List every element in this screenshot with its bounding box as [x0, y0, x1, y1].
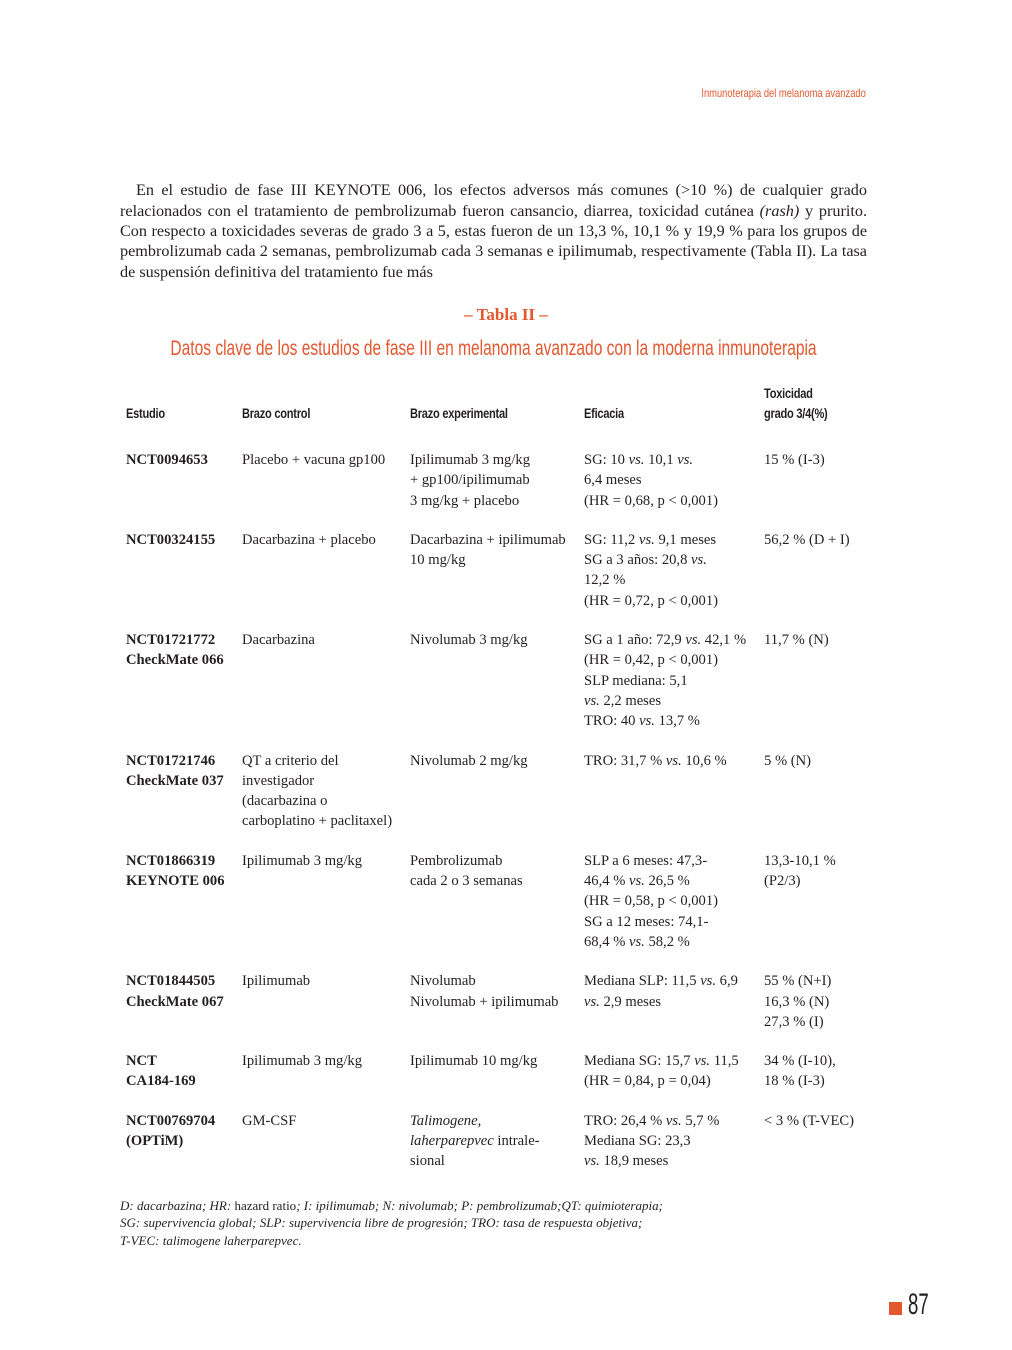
cell-brazo-experimental: [405, 1111, 579, 1191]
cell-line: SG a 12 meses: 74,1-: [584, 913, 709, 930]
cell-line: carboplatino + paclitaxel): [242, 813, 393, 830]
table-footnote: [120, 1197, 820, 1249]
table-header-row: [121, 384, 866, 450]
cell-line: (HR = 0,84, p = 0,04): [584, 1073, 711, 1090]
cell-line: 5 % (N): [764, 752, 812, 769]
cell-line: Mediana SG: 15,7 vs. 11,5: [584, 1053, 739, 1070]
cell-line: Dacarbazina + ipilimumab: [410, 531, 566, 548]
cell-line: 18 % (I-3): [764, 1073, 825, 1090]
cell-line: Nivolumab: [410, 973, 476, 990]
cell-brazo-control: [237, 1111, 405, 1191]
cell-line: Dacarbazina + placebo: [242, 531, 376, 548]
cell-toxicidad: [759, 1051, 866, 1111]
cell-line: TRO: 31,7 % vs. 10,6 %: [584, 752, 727, 769]
cell-line: 68,4 % vs. 58,2 %: [584, 933, 690, 950]
cell-toxicidad: [759, 751, 866, 851]
cell-line: Nivolumab + ipilimumab: [410, 993, 559, 1010]
cell-eficacia: [579, 530, 759, 630]
cell-toxicidad: [759, 971, 866, 1051]
cell-line: NCT00324155: [126, 531, 216, 548]
cell-line: (dacarbazina o: [242, 793, 328, 810]
cell-line: NCT01866319: [126, 852, 216, 869]
cell-line: QT a criterio del: [242, 752, 339, 769]
cell-eficacia: [579, 450, 759, 530]
table-row: [121, 1111, 866, 1191]
cell-brazo-control: [237, 1051, 405, 1111]
cell-brazo-experimental: [405, 971, 579, 1051]
studies-table: [121, 384, 866, 1191]
cell-toxicidad: [759, 1111, 866, 1191]
table-body: [121, 450, 866, 1191]
cell-brazo-experimental: [405, 851, 579, 971]
cell-eficacia: [579, 971, 759, 1051]
cell-line: NCT01844505: [126, 973, 216, 990]
cell-eficacia: [579, 851, 759, 971]
cell-eficacia: [579, 1051, 759, 1111]
cell-line: 55 % (N+I): [764, 973, 832, 990]
footnote-line: SG: supervivencia global; SLP: supervivencia libre de progresión; TRO: tasa de respuesta objetiva;: [120, 1215, 643, 1231]
cell-line: Ipilimumab: [242, 973, 311, 990]
cell-eficacia: [579, 751, 759, 851]
table-row: [121, 851, 866, 971]
cell-line: Placebo + vacuna gp100: [242, 452, 386, 468]
footnote-line: D: dacarbazina; HR: hazard ratio; I: ipilimumab; N: nivolumab; P: pembrolizumab;QT: quimioterapia;: [120, 1198, 663, 1213]
cell-line: CheckMate 037: [126, 772, 224, 789]
table-row: [121, 450, 866, 530]
cell-line: vs. 18,9 meses: [584, 1153, 669, 1170]
cell-line: (OPTiM): [126, 1133, 184, 1150]
cell-line: TRO: 40 vs. 13,7 %: [584, 713, 700, 730]
cell-line: + gp100/ipilimumab: [410, 472, 530, 489]
cell-line: CheckMate 066: [126, 652, 224, 669]
page-marker-square: [889, 1302, 902, 1315]
cell-line: Talimogene,: [410, 1112, 482, 1129]
cell-brazo-control: [237, 450, 405, 530]
cell-brazo-control: [237, 751, 405, 851]
table-row: [121, 971, 866, 1051]
cell-line: vs. 2,9 meses: [584, 993, 662, 1010]
cell-toxicidad: [759, 450, 866, 530]
cell-line: 10 mg/kg: [410, 552, 466, 569]
cell-brazo-control: [237, 630, 405, 750]
cell-brazo-experimental: [405, 630, 579, 750]
cell-toxicidad: [759, 630, 866, 750]
cell-brazo-control: [237, 971, 405, 1051]
cell-estudio: [121, 450, 237, 530]
cell-toxicidad: [759, 530, 866, 630]
page-number-block: [889, 1288, 941, 1322]
cell-line: NCT01721772: [126, 632, 216, 649]
body-paragraph: En el estudio de fase III KEYNOTE 006, los efectos adversos más comunes (>10 %) de cualquier grado relacionados con el tratamiento de pembrolizumab fueron cansancio, diarrea, toxicidad cutánea (rash) y prurito. Con respecto a toxicidades severas de grado 3 a 5, estas fueron de un 13,3 %, 10,1 % y 19,9 % para los grupos de pembrolizumab cada 2 semanas, pembrolizumab cada 3 semanas e ipilimumab, respectivamente (Tabla II). La tasa de suspensión definitiva del tratamiento fue más: [120, 181, 867, 281]
cell-line: KEYNOTE 006: [126, 873, 225, 890]
header-eficacia: Eficacia: [584, 406, 624, 421]
cell-line: NCT00769704: [126, 1112, 216, 1129]
cell-line: SG a 1 año: 72,9 vs. 42,1 %: [584, 632, 747, 649]
cell-line: SG: 10 vs. 10,1 vs.: [584, 452, 694, 468]
cell-line: Ipilimumab 3 mg/kg: [242, 852, 362, 869]
footnote-line: T-VEC: talimogene laherparepvec.: [120, 1232, 302, 1248]
cell-line: (P2/3): [764, 873, 801, 890]
cell-line: NCT: [126, 1053, 157, 1070]
cell-line: 16,3 % (N): [764, 993, 830, 1010]
cell-line: GM-CSF: [242, 1112, 297, 1129]
cell-line: Ipilimumab 10 mg/kg: [410, 1053, 538, 1070]
cell-line: Mediana SLP: 11,5 vs. 6,9: [584, 973, 738, 990]
cell-line: (HR = 0,72, p < 0,001): [584, 592, 719, 609]
table-label: – Tabla II –: [464, 305, 548, 324]
header-estudio: Estudio: [126, 406, 165, 421]
cell-estudio: [121, 971, 237, 1051]
cell-line: < 3 % (T-VEC): [764, 1112, 854, 1129]
cell-eficacia: [579, 630, 759, 750]
table-row: [121, 530, 866, 630]
cell-line: 46,4 % vs. 26,5 %: [584, 873, 690, 890]
cell-estudio: [121, 530, 237, 630]
cell-line: (HR = 0,68, p < 0,001): [584, 492, 719, 509]
cell-line: Dacarbazina: [242, 632, 315, 649]
cell-line: 12,2 %: [584, 572, 626, 589]
cell-line: CA184-169: [126, 1073, 196, 1090]
running-head: Inmunoterapia del melanoma avanzado: [701, 86, 866, 100]
cell-line: Nivolumab 3 mg/kg: [410, 632, 528, 649]
cell-line: TRO: 26,4 % vs. 5,7 %: [584, 1112, 720, 1129]
cell-line: NCT01721746: [126, 752, 216, 769]
cell-line: Mediana SG: 23,3: [584, 1133, 691, 1150]
cell-brazo-experimental: [405, 450, 579, 530]
cell-brazo-control: [237, 851, 405, 971]
cell-estudio: [121, 751, 237, 851]
header-brazo-control: Brazo control: [242, 406, 311, 421]
cell-line: SG a 3 años: 20,8 vs.: [584, 552, 707, 569]
cell-line: 13,3-10,1 %: [764, 852, 836, 869]
cell-toxicidad: [759, 851, 866, 971]
header-brazo-experimental: Brazo experimental: [410, 406, 508, 421]
cell-line: 6,4 meses: [584, 472, 642, 489]
cell-line: laherparepvec intrale-: [410, 1133, 540, 1150]
cell-estudio: [121, 630, 237, 750]
cell-brazo-experimental: [405, 751, 579, 851]
cell-line: CheckMate 067: [126, 993, 224, 1010]
cell-eficacia: [579, 1111, 759, 1191]
table-row: [121, 751, 866, 851]
cell-brazo-experimental: [405, 530, 579, 630]
cell-line: 34 % (I-10),: [764, 1053, 836, 1070]
cell-line: Pembrolizumab: [410, 852, 503, 869]
cell-line: SG: 11,2 vs. 9,1 meses: [584, 531, 717, 548]
cell-line: SLP mediana: 5,1: [584, 672, 688, 689]
cell-line: cada 2 o 3 semanas: [410, 873, 523, 890]
page-number: 87: [908, 1288, 929, 1321]
cell-line: (HR = 0,42, p < 0,001): [584, 652, 719, 669]
cell-line: 3 mg/kg + placebo: [410, 492, 520, 509]
table-title: Datos clave de los estudios de fase III en melanoma avanzado con la moderna inmunoterapia: [170, 337, 817, 360]
cell-line: NCT0094653: [126, 452, 208, 468]
cell-line: SLP a 6 meses: 47,3-: [584, 852, 708, 869]
header-toxicidad: Toxicidad grado 3/4(%): [764, 386, 828, 421]
cell-brazo-control: [237, 530, 405, 630]
cell-line: 11,7 % (N): [764, 632, 829, 649]
table-row: [121, 1051, 866, 1111]
cell-line: 27,3 % (I): [764, 1013, 824, 1030]
cell-estudio: [121, 1111, 237, 1191]
cell-line: sional: [410, 1153, 445, 1170]
cell-brazo-experimental: [405, 1051, 579, 1111]
cell-estudio: [121, 851, 237, 971]
table-row: [121, 630, 866, 750]
cell-line: Nivolumab 2 mg/kg: [410, 752, 528, 769]
cell-line: investigador: [242, 772, 315, 789]
cell-line: 56,2 % (D + I): [764, 531, 850, 548]
cell-line: 15 % (I-3): [764, 452, 825, 468]
cell-estudio: [121, 1051, 237, 1111]
cell-line: vs. 2,2 meses: [584, 692, 662, 709]
cell-line: Ipilimumab 3 mg/kg: [242, 1053, 362, 1070]
cell-line: Ipilimumab 3 mg/kg: [410, 452, 530, 468]
cell-line: (HR = 0,58, p < 0,001): [584, 893, 719, 910]
